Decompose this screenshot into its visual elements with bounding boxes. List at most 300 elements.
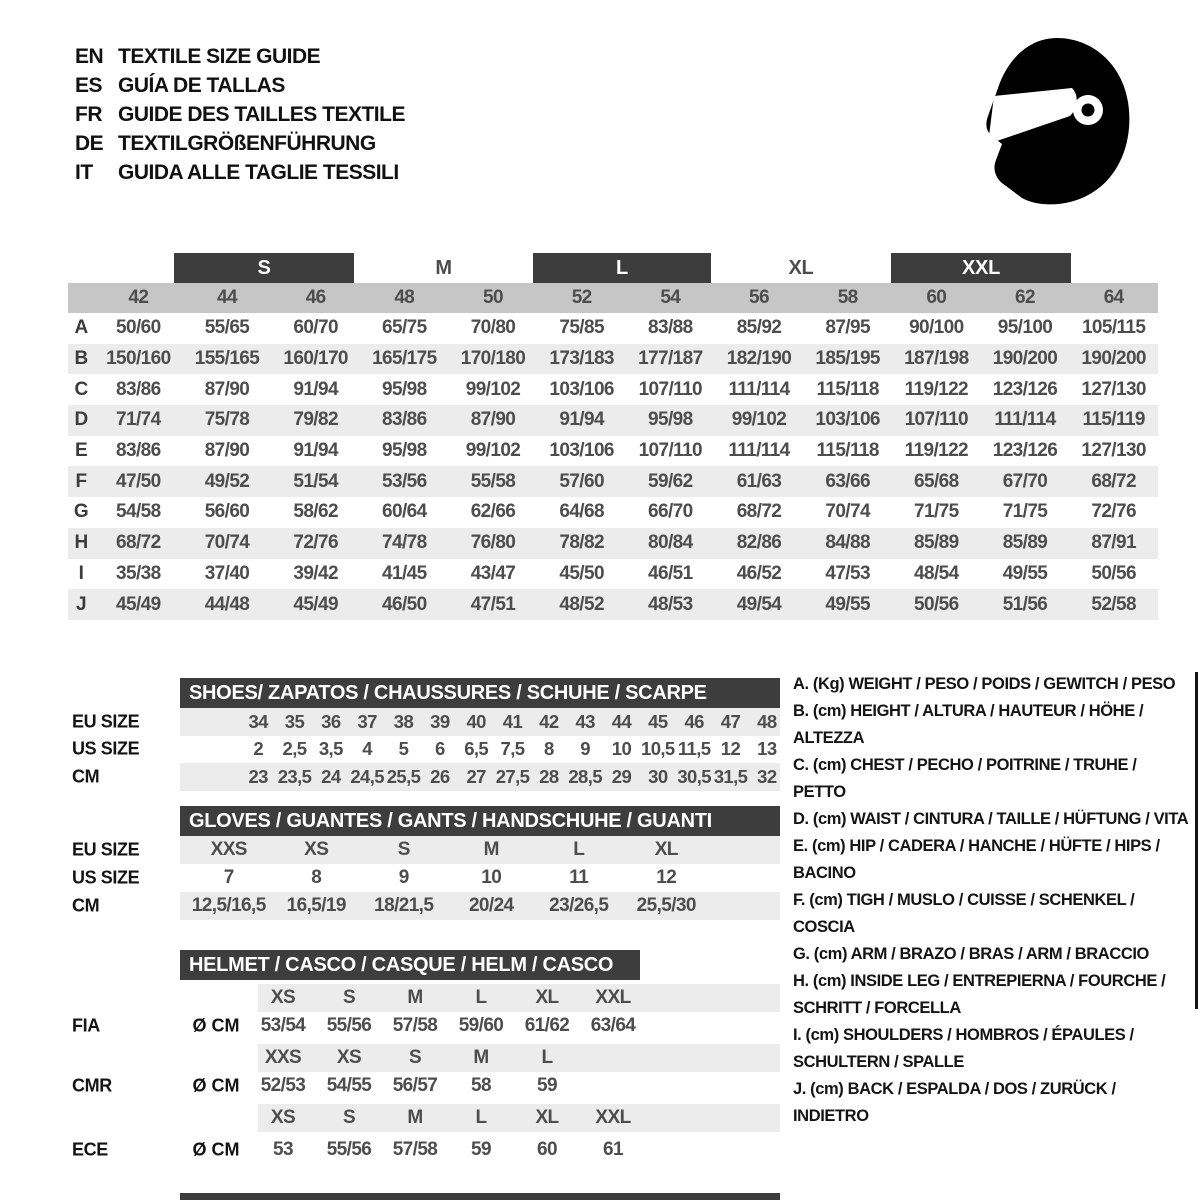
legend-item: F. (cm) TIGH / MUSLO / CUISSE / SCHENKEL / COSCIA (793, 891, 1135, 936)
size-group-xl: XL (788, 256, 814, 279)
shoes-value: 10 (611, 738, 632, 760)
size-value: 95/100 (997, 317, 1053, 339)
size-value: 115/119 (1082, 409, 1145, 431)
helmet-size-row-cmr (68, 1044, 780, 1072)
helmet-size-row-fia (68, 984, 780, 1012)
size-value: 51/54 (293, 470, 338, 492)
size-value: 63/66 (825, 470, 870, 492)
helmet-size-label: L (475, 987, 487, 1008)
legend-item: E. (cm) HIP / CADERA / HANCHE / HÜFTE / HIPS / BACINO (793, 837, 1160, 882)
legend-item: A. (Kg) WEIGHT / PESO / POIDS / GEWITCH / PESO (793, 675, 1176, 693)
size-value: 72/76 (293, 532, 338, 554)
size-value: 85/92 (736, 317, 782, 339)
shoes-value: 45 (648, 710, 668, 732)
gloves-value: L (573, 839, 585, 860)
shoes-value: 27 (466, 765, 486, 787)
shoes-row-0 (68, 708, 780, 736)
gloves-row-2 (68, 892, 780, 920)
gloves-value: M (483, 839, 499, 860)
language-row (75, 42, 405, 71)
size-value: 46/50 (382, 593, 427, 615)
shoes-value: 7,5 (500, 738, 525, 760)
size-value: 65/75 (382, 317, 427, 339)
size-value: 75/78 (204, 409, 250, 431)
gloves-value: 12,5/16,5 (191, 895, 266, 916)
size-value: 68/72 (736, 501, 782, 523)
size-value: 47/51 (470, 593, 516, 615)
size-value: 107/110 (638, 440, 703, 462)
size-value: 46/51 (648, 562, 693, 584)
size-column-header: 42 (128, 287, 149, 308)
size-value: 83/86 (116, 378, 161, 400)
size-value: 51/56 (1002, 593, 1048, 615)
helmet-standard-label: ECE (72, 1139, 108, 1160)
size-value: 46/52 (736, 562, 782, 584)
size-column-header: 62 (1015, 287, 1035, 308)
shoes-values (240, 708, 785, 736)
size-column-header: 58 (837, 287, 858, 308)
helmet-size-label: S (342, 1107, 356, 1128)
size-group-xxl: XXL (891, 253, 1071, 283)
size-column-header: 54 (660, 287, 681, 308)
size-value: 95/98 (648, 409, 693, 431)
size-value: 107/110 (904, 409, 969, 431)
size-value: 78/82 (559, 532, 604, 554)
gloves-value: 8 (311, 867, 322, 888)
size-value: 91/94 (559, 409, 604, 431)
helmet-value: 58 (471, 1075, 491, 1096)
size-value: 66/70 (648, 501, 693, 523)
size-value: 83/86 (116, 440, 161, 462)
language-list (75, 42, 405, 187)
size-value: 79/82 (293, 409, 338, 431)
size-group-m: M (435, 256, 452, 279)
helmet-size-label: XXS (264, 1047, 302, 1068)
size-value: 52/58 (1091, 593, 1136, 615)
gloves-row-1 (68, 864, 780, 892)
size-value: 48/54 (914, 562, 959, 584)
size-value: 84/88 (825, 532, 870, 554)
helmet-value: 61/62 (524, 1015, 570, 1036)
measurement-row-j (68, 589, 1158, 620)
legend-item: C. (cm) CHEST / PECHO / POITRINE / TRUHE / PETTO (793, 756, 1137, 801)
measurement-row-c (68, 374, 1158, 405)
size-value: 49/52 (204, 470, 250, 492)
helmet-size-label: S (342, 987, 356, 1008)
gloves-value: XS (304, 839, 329, 860)
size-value: 90/100 (909, 317, 964, 339)
size-column-header: 50 (483, 287, 503, 308)
size-value: 99/102 (465, 440, 521, 462)
row-letter: D (74, 409, 88, 431)
shoes-value: 26 (430, 765, 450, 787)
legend-item: I. (cm) SHOULDERS / HOMBROS / ÉPAULES / SCHULTERN / SPALLE (793, 1026, 1134, 1071)
size-value: 83/86 (382, 409, 427, 431)
shoes-value: 39 (430, 710, 450, 732)
shoes-value: 29 (611, 765, 632, 787)
measurement-legend (793, 671, 1193, 1130)
language-row (75, 129, 405, 158)
size-value: 185/195 (815, 348, 880, 370)
size-value: 103/106 (815, 409, 880, 431)
size-value: 127/130 (1081, 440, 1146, 462)
row-letter: F (75, 470, 87, 492)
size-value: 80/84 (648, 532, 693, 554)
size-value: 155/165 (194, 348, 260, 370)
size-value: 60/64 (382, 501, 427, 523)
shoes-value: 24,5 (350, 765, 384, 787)
gloves-value: 23/26,5 (549, 895, 609, 916)
legend-item: G. (cm) ARM / BRAZO / BRAS / ARM / BRACCIO (793, 945, 1149, 963)
size-value: 103/106 (549, 378, 614, 400)
size-value: 47/53 (825, 562, 870, 584)
size-value: 68/72 (116, 532, 161, 554)
size-value: 91/94 (293, 378, 338, 400)
shoes-value: 30 (648, 765, 668, 787)
size-column-header: 60 (926, 287, 947, 308)
size-value: 67/70 (1002, 470, 1048, 492)
gloves-value: XXS (210, 839, 247, 860)
shoes-row-label: EU SIZE (72, 711, 140, 732)
language-code: FR (75, 102, 102, 126)
size-value: 165/175 (372, 348, 437, 370)
helmet-value: 56/57 (392, 1075, 438, 1096)
size-value: 177/187 (638, 348, 703, 370)
size-value: 37/40 (204, 562, 250, 584)
shoes-value: 37 (357, 710, 377, 732)
size-value: 43/47 (470, 562, 516, 584)
measurement-row-i (68, 559, 1158, 590)
gloves-value: 12 (656, 867, 677, 888)
gloves-value: 7 (223, 867, 234, 888)
shoes-value: 25,5 (386, 765, 421, 787)
size-value: 111/114 (994, 409, 1056, 431)
helmet-value: 53 (273, 1139, 293, 1160)
size-value: 76/80 (470, 532, 516, 554)
size-value: 60/70 (293, 317, 338, 339)
size-value: 99/102 (731, 409, 787, 431)
legend-item: B. (cm) HEIGHT / ALTURA / HAUTEUR / HÖHE / ALTEZZA (793, 702, 1144, 747)
row-letter: C (74, 378, 88, 400)
gloves-value: 16,5/19 (286, 895, 346, 916)
size-value: 111/114 (728, 378, 790, 400)
size-value: 61/63 (736, 470, 782, 492)
gloves-value: 11 (569, 867, 589, 888)
language-title: TEXTILE SIZE GUIDE (118, 44, 321, 68)
shoes-value: 36 (321, 710, 341, 732)
size-value: 87/90 (470, 409, 516, 431)
measurement-row-g (68, 497, 1158, 528)
measurement-row-h (68, 528, 1158, 559)
shoes-value: 9 (580, 738, 590, 760)
size-value: 99/102 (465, 378, 521, 400)
size-value: 119/122 (904, 440, 969, 462)
shoes-value: 35 (284, 710, 305, 732)
size-value: 187/198 (904, 348, 969, 370)
helmet-size-label: XS (270, 1107, 296, 1128)
size-value: 95/98 (382, 440, 427, 462)
shoes-value: 42 (539, 710, 559, 732)
shoes-value: 46 (684, 710, 704, 732)
size-value: 68/72 (1091, 470, 1136, 492)
language-title: TEXTILGRÖßENFÜHRUNG (118, 131, 376, 155)
gloves-values (185, 836, 710, 864)
gloves-value: XL (654, 839, 678, 860)
gloves-value: 18/21,5 (374, 895, 434, 916)
helmet-value: 57/58 (392, 1139, 438, 1160)
size-column-header: 48 (394, 287, 415, 308)
size-column-header: 44 (217, 287, 237, 308)
shoes-value: 40 (466, 710, 486, 732)
size-value: 65/68 (914, 470, 959, 492)
gloves-row-label: EU SIZE (72, 839, 140, 860)
size-value: 49/55 (825, 593, 870, 615)
size-value: 41/45 (382, 562, 427, 584)
helmet-value: 60 (537, 1139, 557, 1160)
helmet-size-labels (250, 1104, 646, 1132)
size-value: 58/62 (293, 501, 338, 523)
racing-helmet-icon (982, 32, 1138, 212)
shoes-value: 10,5 (641, 738, 675, 760)
helmet-value: 63/64 (590, 1015, 636, 1036)
size-number-band (68, 283, 1158, 313)
size-value: 170/180 (460, 348, 526, 370)
helmet-value: 59/60 (458, 1015, 504, 1036)
shoes-value: 43 (575, 710, 595, 732)
size-value: 48/53 (648, 593, 693, 615)
helmet-values (250, 1072, 646, 1100)
row-letter: J (76, 593, 86, 615)
row-letter: B (74, 348, 88, 370)
helmet-unit-label: Ø CM (192, 1015, 240, 1036)
shoes-value: 6,5 (464, 738, 489, 760)
size-value: 83/88 (648, 317, 693, 339)
shoes-value: 48 (757, 710, 777, 732)
shoes-section-title: SHOES/ ZAPATOS / CHAUSSURES / SCHUHE / SCARPE (180, 678, 780, 708)
shoes-value: 44 (611, 710, 632, 732)
size-value: 160/170 (283, 348, 348, 370)
row-letter: A (74, 317, 88, 339)
size-value: 91/94 (293, 440, 338, 462)
shoes-row-label: US SIZE (72, 738, 140, 759)
shoes-value: 34 (248, 710, 268, 732)
row-letter: I (78, 562, 84, 584)
measurement-row-a (68, 313, 1158, 344)
size-value: 70/74 (204, 532, 250, 554)
size-value: 71/75 (1002, 501, 1048, 523)
size-value: 59/62 (648, 470, 693, 492)
shoes-value: 3,5 (318, 738, 343, 760)
measurement-row-b (68, 344, 1158, 375)
shoes-values (240, 763, 785, 791)
language-code: EN (75, 44, 104, 68)
size-value: 173/183 (549, 348, 614, 370)
helmet-value: 55/56 (326, 1139, 372, 1160)
helmet-size-row-ece (68, 1104, 780, 1132)
language-code: IT (75, 160, 93, 184)
gloves-value: S (397, 839, 410, 860)
shoes-value: 27,5 (495, 765, 530, 787)
shoes-row-2 (68, 763, 780, 791)
gloves-value: 10 (481, 867, 502, 888)
helmet-size-label: L (475, 1107, 487, 1128)
row-letter: H (74, 532, 88, 554)
size-value: 82/86 (736, 532, 782, 554)
size-value: 85/89 (914, 532, 959, 554)
size-value: 48/52 (559, 593, 604, 615)
size-value: 105/115 (1081, 317, 1146, 339)
legend-item: J. (cm) BACK / ESPALDA / DOS / ZURÜCK / INDIETRO (793, 1080, 1116, 1125)
shoes-value: 2,5 (282, 738, 307, 760)
size-value: 45/49 (293, 593, 338, 615)
shoes-value: 8 (543, 738, 554, 760)
size-value: 45/50 (559, 562, 604, 584)
language-code: DE (75, 131, 104, 155)
gloves-section-title: GLOVES / GUANTES / GANTS / HANDSCHUHE / GUANTI (180, 806, 780, 836)
size-value: 87/90 (204, 440, 250, 462)
shoes-value: 13 (757, 738, 777, 760)
helmet-value: 55/56 (326, 1015, 372, 1036)
size-value: 123/126 (992, 378, 1058, 400)
size-value: 55/58 (470, 470, 516, 492)
legend-item: D. (cm) WAIST / CINTURA / TAILLE / HÜFTUNG / VITA (793, 810, 1189, 828)
size-value: 54/58 (116, 501, 161, 523)
size-value: 70/80 (470, 317, 516, 339)
size-value: 111/114 (728, 440, 790, 462)
shoes-value: 24 (321, 765, 341, 787)
size-value: 55/65 (204, 317, 250, 339)
gloves-values (185, 864, 710, 892)
size-column-header: 52 (571, 287, 592, 308)
helmet-value-row-fia (68, 1012, 780, 1040)
size-value: 85/89 (1002, 532, 1048, 554)
language-row (75, 100, 405, 129)
size-value: 47/50 (116, 470, 161, 492)
size-value: 75/85 (559, 317, 604, 339)
helmet-value: 57/58 (392, 1015, 438, 1036)
helmet-values (250, 1136, 646, 1164)
shoes-value: 28 (539, 765, 559, 787)
shoes-value: 23 (248, 765, 268, 787)
helmet-unit-label: Ø CM (192, 1075, 240, 1096)
gloves-row-label: CM (72, 895, 100, 916)
size-value: 87/95 (825, 317, 870, 339)
textile-size-table (68, 283, 1158, 620)
size-group-s: S (174, 253, 354, 283)
size-value: 39/42 (293, 562, 338, 584)
shoes-value: 28,5 (568, 765, 602, 787)
helmet-value: 59 (471, 1139, 491, 1160)
shoes-value: 31,5 (713, 765, 748, 787)
size-value: 190/200 (992, 348, 1058, 370)
helmet-size-label: M (473, 1047, 489, 1068)
shoes-values (240, 736, 785, 764)
helmet-value-row-cmr (68, 1072, 780, 1100)
gloves-values (185, 892, 710, 920)
helmet-size-label: L (541, 1047, 553, 1068)
helmet-values (250, 1012, 646, 1040)
language-title: GUIDE DES TAILLES TEXTILE (118, 102, 405, 126)
helmet-value: 52/53 (260, 1075, 306, 1096)
helmet-unit-label: Ø CM (192, 1139, 240, 1160)
shoes-value: 38 (393, 710, 414, 732)
size-column-header: 64 (1103, 287, 1124, 308)
helmet-size-label: XL (535, 987, 559, 1008)
measurement-row-f (68, 466, 1158, 497)
size-value: 103/106 (549, 440, 614, 462)
shoes-row-label: CM (72, 766, 100, 787)
size-column-header: 46 (305, 287, 326, 308)
shoes-value: 12 (720, 738, 741, 760)
legend-item: H. (cm) INSIDE LEG / ENTREPIERNA / FOURCHE / SCHRITT / FORCELLA (793, 972, 1166, 1017)
helmet-standard-label: FIA (72, 1015, 100, 1036)
size-value: 87/90 (204, 378, 250, 400)
size-value: 115/118 (816, 440, 879, 462)
bottom-partial-bar (180, 1193, 780, 1200)
helmet-value: 53/54 (260, 1015, 306, 1036)
helmet-size-label: M (407, 1107, 423, 1128)
size-value: 127/130 (1081, 378, 1146, 400)
size-value: 95/98 (382, 378, 427, 400)
shoes-value: 2 (253, 738, 264, 760)
shoes-value: 5 (398, 738, 409, 760)
helmet-value: 59 (537, 1075, 557, 1096)
language-row (75, 71, 405, 100)
size-value: 72/76 (1091, 501, 1136, 523)
shoes-row-1 (68, 736, 780, 764)
size-value: 64/68 (559, 501, 604, 523)
gloves-row-label: US SIZE (72, 867, 140, 888)
size-value: 71/74 (116, 409, 161, 431)
language-title: GUÍA DE TALLAS (118, 73, 285, 97)
size-value: 35/38 (116, 562, 161, 584)
gloves-row-0 (68, 836, 780, 864)
shoes-value: 11,5 (677, 738, 711, 760)
size-value: 49/55 (1002, 562, 1048, 584)
size-value: 107/110 (638, 378, 703, 400)
helmet-section-title: HELMET / CASCO / CASQUE / HELM / CASCO (180, 950, 640, 980)
size-value: 71/75 (914, 501, 959, 523)
language-code: ES (75, 73, 103, 97)
size-value: 70/74 (825, 501, 870, 523)
size-value: 119/122 (904, 378, 969, 400)
gloves-value: 25,5/30 (636, 895, 696, 916)
helmet-value: 61 (603, 1139, 623, 1160)
size-value: 57/60 (559, 470, 604, 492)
shoes-value: 30,5 (677, 765, 711, 787)
shoes-value: 32 (757, 765, 777, 787)
size-value: 62/66 (470, 501, 516, 523)
size-value: 50/60 (116, 317, 161, 339)
helmet-size-label: XL (535, 1107, 559, 1128)
shoes-value: 6 (434, 738, 445, 760)
helmet-size-label: M (407, 987, 423, 1008)
helmet-standard-label: CMR (72, 1075, 112, 1096)
helmet-value: 54/55 (326, 1075, 372, 1096)
size-value: 45/49 (116, 593, 161, 615)
size-group-header (0, 253, 1200, 283)
size-value: 190/200 (1081, 348, 1146, 370)
shoes-value: 23,5 (277, 765, 312, 787)
size-value: 49/54 (736, 593, 782, 615)
size-value: 74/78 (382, 532, 427, 554)
legend-right-border (1195, 672, 1198, 1009)
size-value: 115/118 (816, 378, 879, 400)
helmet-size-label: XXL (595, 987, 631, 1008)
gloves-value: 20/24 (468, 895, 514, 916)
row-letter: G (73, 501, 89, 523)
measurement-row-e (68, 436, 1158, 467)
